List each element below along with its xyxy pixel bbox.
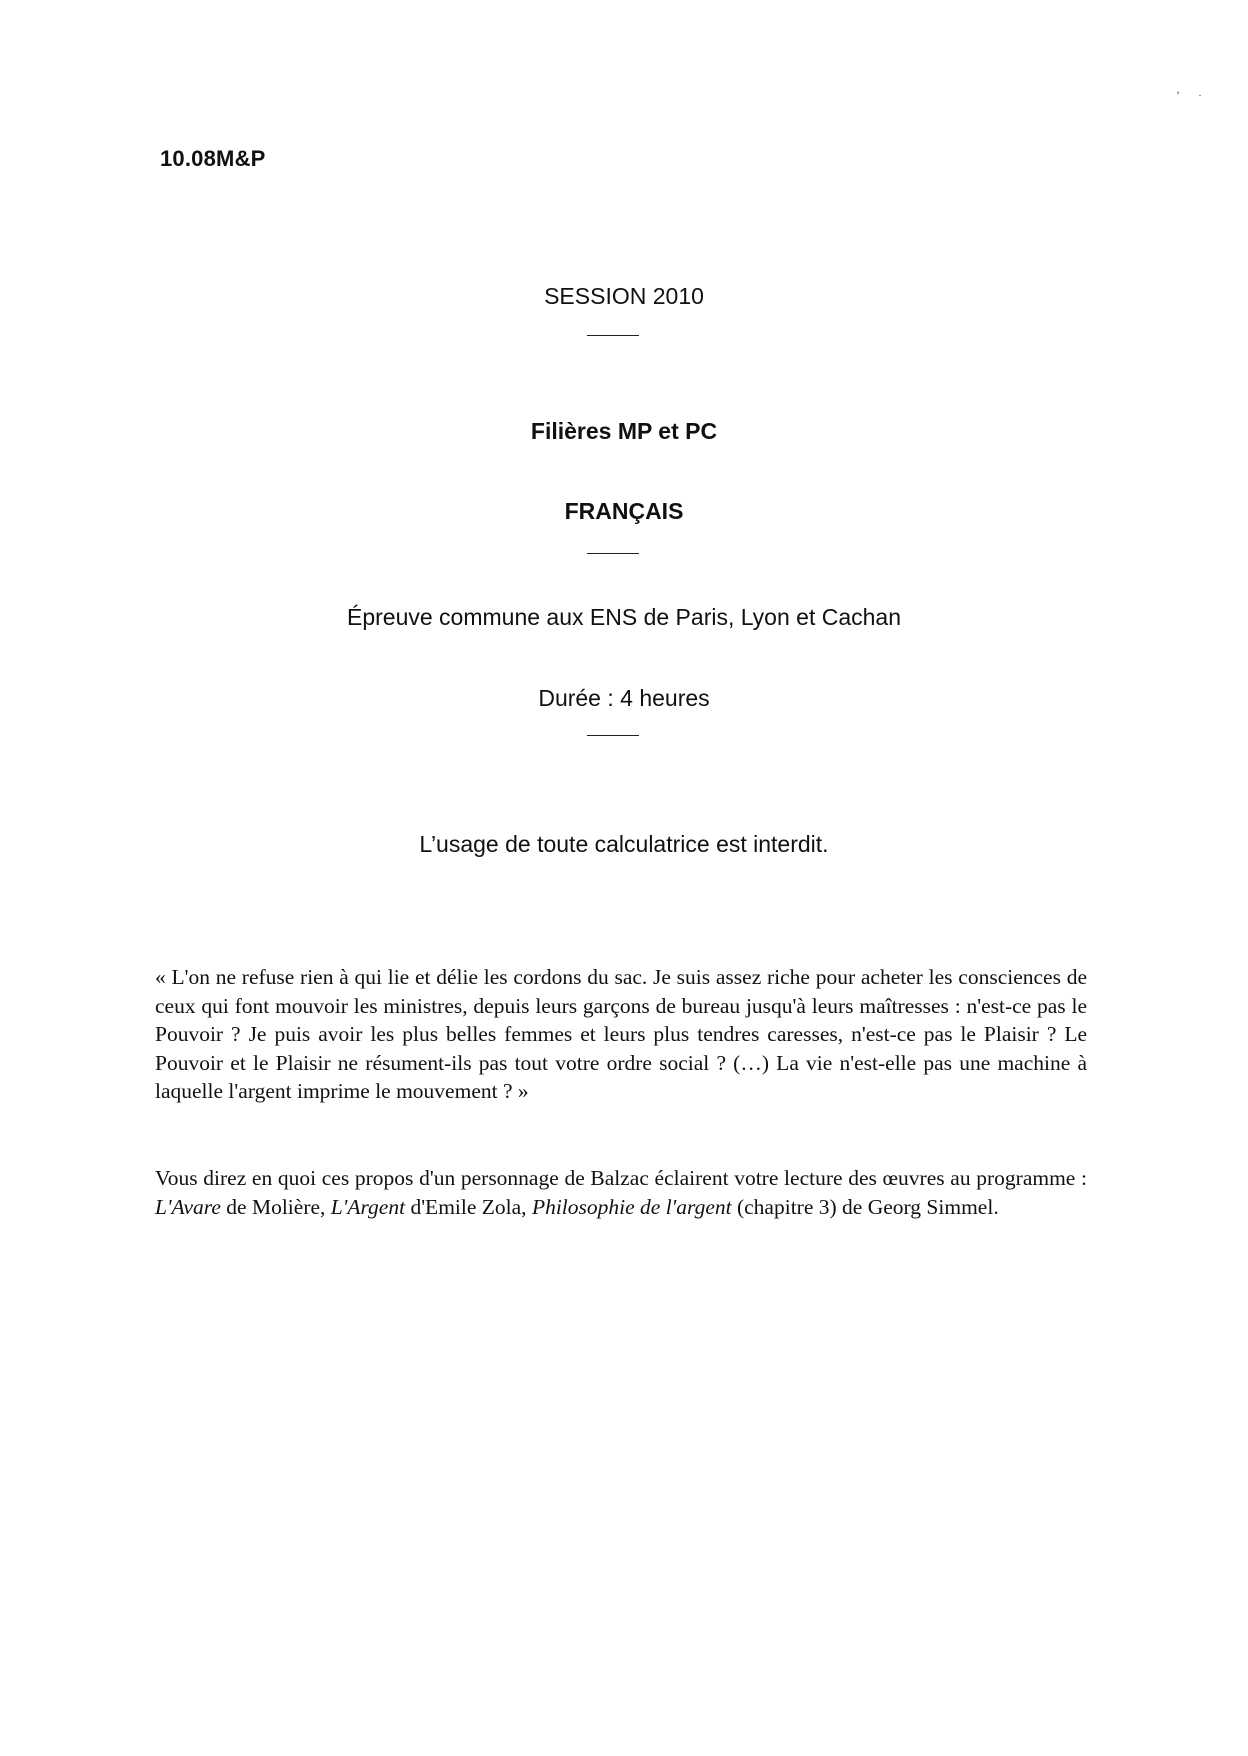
- question-paragraph: [155, 1164, 1087, 1221]
- scan-speck-marks: ’ ·: [1176, 88, 1202, 102]
- work-title-philosophie: Philosophie de l'argent: [531, 1194, 732, 1219]
- filieres-line: Filières MP et PC: [530, 418, 718, 444]
- balzac-quote: « L'on ne refuse rien à qui lie et délie les cordons du sac. Je suis assez riche pour acheter les consciences de ceux qui font mouvoir les ministres, depuis leurs garçons de bureau jusqu'à leurs maîtresses : n'est-ce pas le Pouvoir ? Je puis avoir les plus belles femmes et leurs plus tendres caresses, n'est-ce pas le Plaisir ? Le Pouvoir et le Plaisir ne résument-ils pas tout votre ordre social ? (…) La vie n'est-elle pas une machine à laquelle l'argent imprime le mouvement ? »: [155, 965, 1087, 1103]
- epreuve-line: Épreuve commune aux ENS de Paris, Lyon et Cachan: [347, 604, 901, 630]
- duree-line: Durée : 4 heures: [538, 685, 710, 711]
- calculator-note: L’usage de toute calculatrice est interdit.: [419, 831, 829, 857]
- work-author-moliere: de Molière,: [220, 1194, 331, 1219]
- divider-2: [587, 553, 639, 554]
- question-intro: Vous direz en quoi ces propos d'un personnage de Balzac éclairent votre lecture des œuvres au programme :: [155, 1166, 1087, 1190]
- session-line: SESSION 2010: [544, 283, 704, 309]
- work-author-zola: d'Emile Zola,: [405, 1194, 532, 1219]
- document-code: 10.08M&P: [160, 146, 266, 171]
- work-title-avare: L'Avare: [155, 1194, 221, 1219]
- divider-3: [587, 735, 639, 736]
- divider-1: [587, 335, 639, 336]
- subject-title: FRANÇAIS: [564, 498, 684, 524]
- work-author-simmel: (chapitre 3) de Georg Simmel.: [731, 1194, 999, 1219]
- work-title-argent: L'Argent: [330, 1194, 406, 1219]
